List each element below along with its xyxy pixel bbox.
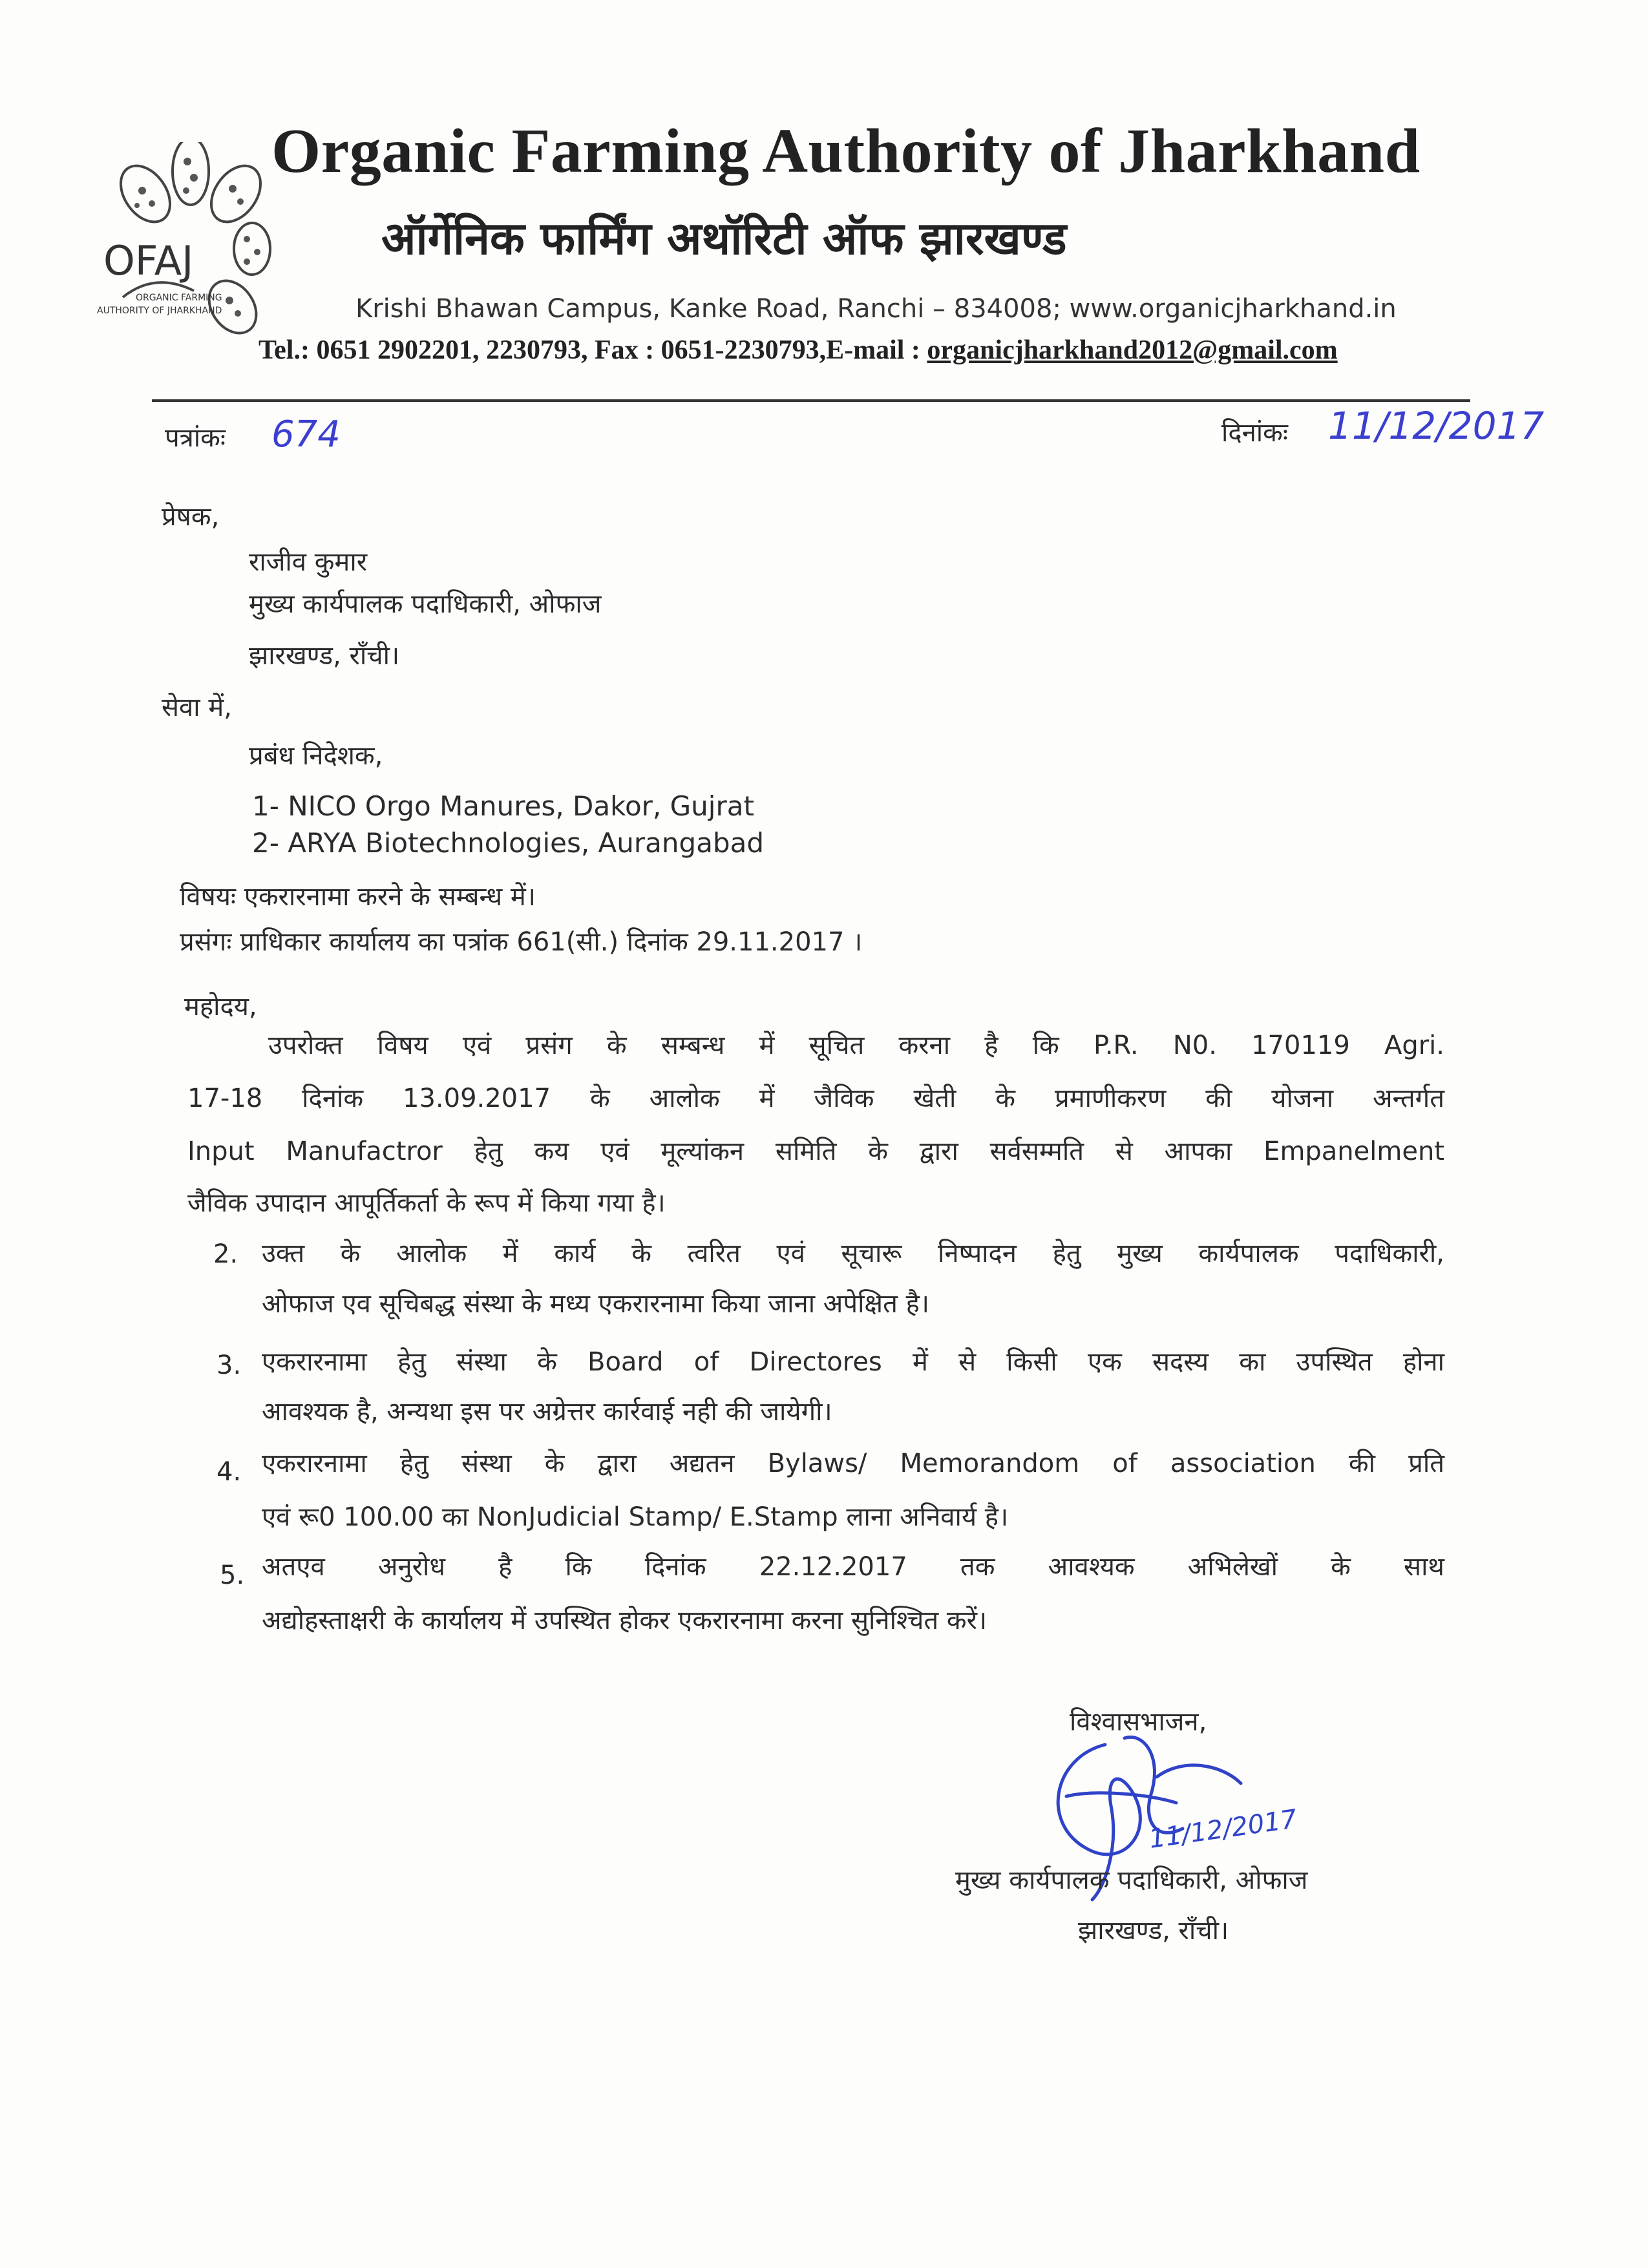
point-4-line-2: एवं रू0 100.00 का NonJudicial Stamp/ E.Stamp लाना अनिवार्य है।: [262, 1502, 1009, 1532]
salutation: महोदय,: [184, 992, 257, 1022]
para1-line-2: 17-18 दिनांक 13.09.2017 के आलोक में जैविक खेती के प्रमाणीकरण की योजना अन्तर्गत: [187, 1084, 1444, 1113]
para1-line-1: उपरोक्त विषय एवं प्रसंग के सम्बन्ध में सूचित करना है कि P.R. N0. 170119 Agri.: [268, 1031, 1444, 1060]
point-5-line-1: अतएव अनुरोध है कि दिनांक 22.12.2017 तक आवश्यक अभिलेखों के साथ: [262, 1552, 1444, 1582]
point-2-line-2: ओफाज एव सूचिबद्ध संस्था के मध्य एकरारनामा किया जाना अपेक्षित है।: [262, 1289, 930, 1319]
signature-date: 11/12/2017: [1146, 1804, 1299, 1854]
contact-line: [259, 335, 1338, 366]
point-5-number: 5.: [220, 1560, 245, 1590]
para1-line-4: जैविक उपादान आपूर्तिकर्ता के रूप में किया गया है।: [187, 1188, 666, 1218]
valediction: विश्वासभाजन,: [1070, 1707, 1207, 1737]
sender-name: राजीव कुमार: [249, 547, 368, 577]
contact-email-link[interactable]: organicjharkhand2012@gmail.com: [927, 335, 1338, 365]
reference-number-label: पत्रांकः: [165, 423, 226, 453]
recipient-label: सेवा में,: [162, 693, 232, 722]
recipient-title: प्रबंध निदेशक,: [249, 741, 383, 771]
point-2-number: 2.: [213, 1239, 238, 1269]
contact-phone-fax: Tel.: 0651 2902201, 2230793, Fax : 0651-2230793,E-mail :: [259, 335, 927, 365]
logo-subtext-2: AUTHORITY OF JHARKHAND: [97, 306, 222, 316]
recipient-item-2: 2- ARYA Biotechnologies, Aurangabad: [252, 827, 764, 859]
reference-line: प्रसंगः प्राधिकार कार्यालय का पत्रांक 661(सी.) दिनांक 29.11.2017 ।: [180, 927, 863, 957]
reference-number-value: 674: [271, 414, 341, 456]
date-value: 11/12/2017: [1328, 404, 1545, 448]
date-label: दिनांकः: [1221, 418, 1288, 448]
point-3-line-2: आवश्यक है, अन्यथा इस पर अग्रेत्तर कार्रवाई नही की जायेगी।: [262, 1397, 832, 1427]
organization-name-hindi: ऑर्गेनिक फार्मिंग अथॉरिटी ऑफ झारखण्ड: [381, 212, 1067, 265]
point-5-line-2: अद्योहस्ताक्षरी के कार्यालय में उपस्थित होकर एकरारनामा करना सुनिश्चित करें।: [262, 1606, 988, 1635]
point-3-number: 3.: [217, 1350, 242, 1380]
signatory-location: झारखण्ड, राँची।: [1078, 1916, 1229, 1946]
organization-address: Krishi Bhawan Campus, Kanke Road, Ranchi – 834008; www.organicjharkhand.in: [355, 294, 1397, 324]
header-divider: [152, 399, 1470, 402]
organization-name-english: Organic Farming Authority of Jharkhand: [271, 116, 1421, 186]
recipient-item-1: 1- NICO Orgo Manures, Dakor, Gujrat: [252, 790, 754, 822]
point-2-line-1: उक्त के आलोक में कार्य के त्वरित एवं सूचारू निष्पादन हेतु मुख्य कार्यपालक पदाधिकारी,: [262, 1239, 1444, 1268]
logo-text: OFAJ: [103, 237, 194, 284]
sender-location: झारखण्ड, राँची।: [249, 641, 400, 671]
sender-label: प्रेषक,: [162, 502, 220, 532]
sender-designation: मुख्य कार्यपालक पदाधिकारी, ओफाज: [249, 589, 602, 619]
point-3-line-1: एकरारनामा हेतु संस्था के Board of Directores में से किसी एक सदस्य का उपस्थित होना: [262, 1347, 1444, 1377]
para1-line-3: Input Manufactror हेतु कय एवं मूल्यांकन समिति के द्वारा सर्वसम्मति से आपका Empanelment: [187, 1137, 1444, 1166]
point-4-line-1: एकरारनामा हेतु संस्था के द्वारा अद्यतन Bylaws/ Memorandom of association की प्रति: [262, 1449, 1444, 1478]
point-4-number: 4.: [217, 1457, 242, 1487]
logo-subtext-1: ORGANIC FARMING: [136, 293, 222, 303]
subject-line: विषयः एकरारनामा करने के सम्बन्ध में।: [180, 882, 536, 912]
signatory-designation: मुख्य कार्यपालक पदाधिकारी, ओफाज: [955, 1865, 1308, 1895]
